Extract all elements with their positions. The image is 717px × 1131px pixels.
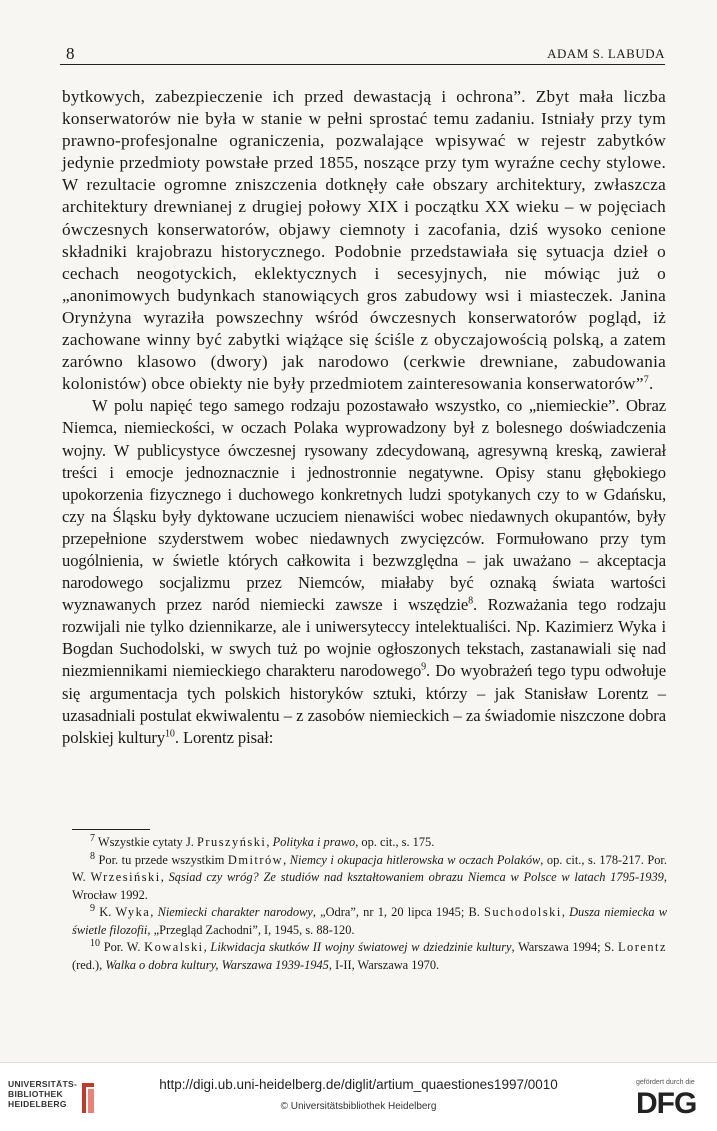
footnote-8: $^8$ Por. tu przede wszystkim Dmitrów, Niemcy i okupacja hitlerowska w oczach Polaków, op. cit., s. 178-217. Por. W. Wrzesiński, Sąsiad czy wróg? Ze studiów nad kształtowaniem obrazu Niemca w Polsce w latach 1795-1939, Wrocław 1992. bbox=[72, 850, 667, 902]
footnote-ref[interactable]: 8 bbox=[468, 595, 474, 607]
footnotes bbox=[72, 834, 667, 974]
footnote-9: $^9$ K. Wyka, Niemiecki charakter narodowy, „Odra”, nr 1, 20 lipca 1945; B. Suchodolski, Dusza niemiecka w świetle filozofii, „Przegląd Zachodni”, I, 1945, s. 88-120. bbox=[72, 902, 667, 937]
footnote-ref[interactable]: 9 bbox=[421, 661, 427, 673]
viewer-footer bbox=[0, 1062, 717, 1131]
footnote-ref[interactable]: 10 bbox=[165, 728, 175, 740]
paragraph: bytkowych, zabezpieczenie ich przed dewastacją i ochrona”. Zbyt mała liczba konserwatorów nie była w stanie w pełni sprostać temu zadaniu. Istniały przy tym prawno-profesjonalne ograniczenia, pozwalające wpisywać w rejestr zabytków jedynie przedmioty powstałe przed 1855, noszące przy tym wyraźne cechy stylowe. W rezultacie ogromne zniszczenia dotknęły całe obszary architektury, zwłaszcza architektury drewnianej z drugiej połowy XIX i początku XX wieku – w pojęciach ówczesnych konserwatorów, objawy ciemnoty i zacofania, dziś wysoko cenione składniki krajobrazu historycznego. Podobnie przedstawiała się sytuacja dzieł o cechach neogotyckich, eklektycznych i secesyjnych, nie mówiąc już o „anonimowych budynkach stanowiących gros zabudowy wsi i miasteczek. Janina Orynżyna wyraziła powszechny wśród ówczesnych konserwatorów pogląd, iż zachowane winny być zabytki wiążące się ściśle z obyczajowością polską, a zatem zarówno klasowo (dwory) jak narodowo (cerkwie drewniane, zabudowania kolonistów) obce obiekty nie były przedmiotem zainteresowania konserwatorów”$^7$. bbox=[62, 87, 666, 394]
paragraph: W polu napięć tego samego rodzaju pozostawało wszystko, co „niemieckie”. Obraz Niemca, niemieckości, w oczach Polaka wyprowadzony był z bolesnego doświadczenia wojny. W publicystyce ówczesnej rysowany zdecydowaną, agresywną kreską, zawierał treści i emocje jednoznacznie i jednostronnie negatywne. Opisy stanu głębokiego upokorzenia fizycznego i duchowego konkretnych ludzi spotykanych czy to w Gdańsku, czy na Śląsku były dyktowane uczuciem nienawiści wobec niedawnych okupantów, były przepełnione szyderstwem wobec niedawnych zwycięzców. Formułowano przy tym uogólnienia, w świetle których całkowita i bezwzględna – jak uważano – akceptacja narodowego socjalizmu przez Niemców, miałaby być oznaką świata wartości wyznawanych przez naród niemiecki zawsze i wszędzie$^8$. Rozważania tego rodzaju rozwijali nie tylko dziennikarze, ale i uniwersyteccy intelektualiści. Np. Kazimierz Wyka i Bogdan Suchodolski, w swych tuż po wojnie ogłoszonych tekstach, zastanawiali się nad niezmiennikami niemieckiego charakteru narodowego$^9$. Do wyobrażeń tego typu odwołuje się argumentacja tych polskich historyków sztuki, którzy – jak Stanisław Lorentz – uzasadniali postulat ekwiwalentu – z zasobów niemieckich – za świadomie niszczone dobra polskiej kultury$^{10}$. Lorentz pisał: bbox=[62, 396, 666, 747]
page-number: 8 bbox=[66, 44, 75, 63]
running-head: ADAM S. LABUDA bbox=[547, 46, 665, 61]
dfg-logo[interactable]: gefördert durch die DFG bbox=[636, 1079, 697, 1120]
copyright-notice: © Universitätsbibliothek Heidelberg bbox=[280, 1101, 437, 1112]
page-url-link[interactable]: http://digi.ub.uni-heidelberg.de/diglit/artium_quaestiones1997/0010 bbox=[159, 1077, 558, 1092]
body-text bbox=[62, 86, 666, 749]
footnote-ref[interactable]: 7 bbox=[643, 374, 649, 386]
university-library-logo[interactable]: UNIVERSITÄTS- BIBLIOTHEK HEIDELBERG bbox=[8, 1079, 98, 1119]
footnote-10: $^{10}$ Por. W. Kowalski, Likwidacja skutków II wojny światowej w dziedzinie kultury, Warszawa 1994; S. Lorentz (red.), Walka o dobra kultury, Warszawa 1939-1945, I-II, Warszawa 1970. bbox=[72, 937, 667, 972]
footnote-7: $^7$ Wszystkie cytaty J. Pruszyński, Polityka i prawo, op. cit., s. 175. bbox=[90, 832, 435, 849]
footnote-divider bbox=[72, 829, 150, 830]
page-header bbox=[60, 42, 665, 65]
